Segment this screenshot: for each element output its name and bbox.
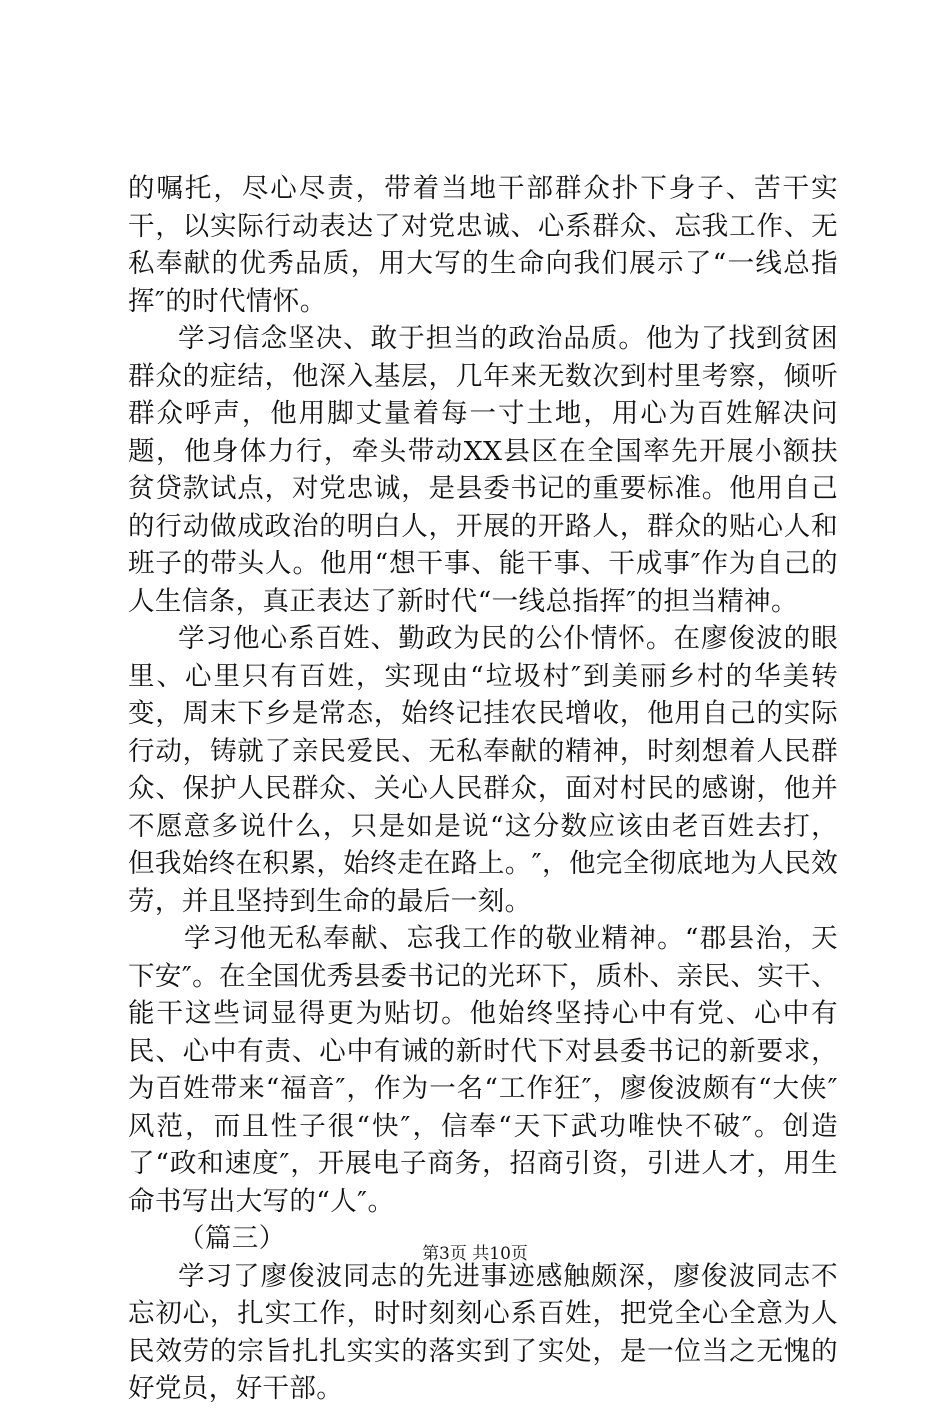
paragraph-political-quality: 学习信念坚决、敢于担当的政治品质。他为了找到贫困群众的症结，他深入基层，几年来无数次到村里考察，倾听群众呼声，他用脚丈量着每一寸土地，用心为百姓解决问题，他身体力行，牵头带动XX县区在全国率先开展小额扶贫贷款试点，对党忠诚，是县委书记的重要标准。他用自己的行动做成政治的明白人，开展的开路人，群众的贴心人和班子的带头人。他用“想干事、能干事、干成事″作为自己的人生信条，真正表达了新时代“一线总指挥″的担当精神。	[128, 323, 838, 617]
section-heading-part-three: （篇三）	[178, 1223, 286, 1254]
page-number-footer: 第3页 共10页	[422, 1244, 528, 1264]
paragraph-part-three-intro: 学习了廖俊波同志的先进事迹感触颇深，廖俊波同志不忘初心，扎实工作，时时刻刻心系百姓，把党全心全意为人民效劳的宗旨扎扎实实的落实到了实处，是一位当之无愧的好党员，好干部。	[128, 1260, 838, 1404]
paragraph-continuation: 的嘱托，尽心尽责，带着当地干部群众扑下身子、苦干实干，以实际行动表达了对党忠诚、心系群众、忘我工作、无私奉献的优秀品质，用大写的生命向我们展示了“一线总指挥″的时代情怀。	[128, 173, 838, 317]
paragraph-public-servant: 学习他心系百姓、勤政为民的公仆情怀。在廖俊波的眼里、心里只有百姓，实现由“垃圾村″到美丽乡村的华美转变，周末下乡是常态，始终记挂农民增收，他用自己的实际行动，铸就了亲民爱民、无私奉献的精神，时刻想着人民群众、保护人民群众、关心人民群众，面对村民的感谢，他并不愿意多说什么，只是如是说“这分数应该由老百姓去打，但我始终在积累，始终走在路上。″，他完全彻底地为人民效劳，并且坚持到生命的最后一刻。	[128, 623, 838, 917]
paragraph-dedication: 学习他无私奉献、忘我工作的敬业精神。“郡县治，天下安″。在全国优秀县委书记的光环下，质朴、亲民、实干、能干这些词显得更为贴切。他始终坚持心中有党、心中有民、心中有责、心中有诫的新时代下对县委书记的新要求，为百姓带来“福音″，作为一名“工作狂″，廖俊波颇有“大侠″风范，而且性子很“快″，信奉“天下武功唯快不破″。创造了“政和速度″，开展电子商务，招商引资，引进人才，用生命书写出大写的“人″。	[128, 923, 838, 1217]
document-body	[128, 170, 838, 1408]
